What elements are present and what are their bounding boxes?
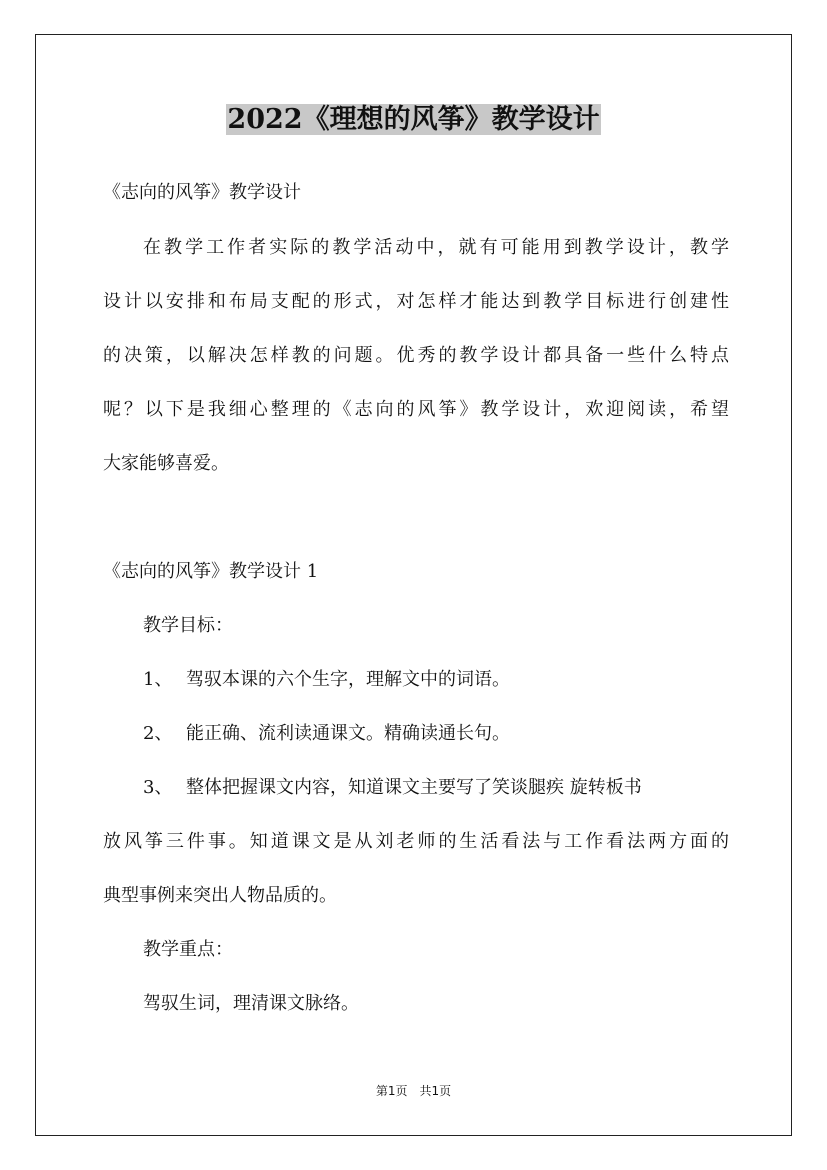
section-heading: 《志向的风筝》教学设计 1 xyxy=(103,561,319,582)
document-title-text: 2022《理想的风筝》教学设计 xyxy=(227,104,600,135)
goal-text: 能正确、流利读通课文。精确读通长句。 xyxy=(186,723,510,744)
goal-text: 整体把握课文内容，知道课文主要写了笑谈腿疾 旋转板书 xyxy=(186,777,642,798)
document-subtitle: 《志向的风筝》教学设计 xyxy=(103,182,301,203)
intro-line: 在教学工作者实际的教学活动中，就有可能用到教学设计，教学 xyxy=(143,237,729,258)
intro-line: 设计以安排和布局支配的形式，对怎样才能达到教学目标进行创建性 xyxy=(103,291,729,312)
goal-number: 2、 xyxy=(143,723,173,744)
goal-continuation: 放风筝三件事。知道课文是从刘老师的生活看法与工作看法两方面的 xyxy=(103,831,729,852)
focus-text: 驾驭生词，理清课文脉络。 xyxy=(143,993,359,1014)
intro-line: 呢？以下是我细心整理的《志向的风筝》教学设计，欢迎阅读，希望 xyxy=(103,399,729,420)
goal-number: 1、 xyxy=(143,669,173,690)
goal-item xyxy=(143,776,729,800)
intro-line: 的决策，以解决怎样教的问题。优秀的教学设计都具备一些什么特点 xyxy=(103,345,729,366)
page-footer: 第1页 共1页 xyxy=(375,1084,452,1098)
document-title xyxy=(0,100,827,140)
intro-line: 大家能够喜爱。 xyxy=(103,453,229,474)
focus-label: 教学重点： xyxy=(143,939,233,960)
goal-continuation: 典型事例来突出人物品质的。 xyxy=(103,885,337,906)
goals-label: 教学目标： xyxy=(143,615,233,636)
goal-number: 3、 xyxy=(143,777,173,798)
goal-item xyxy=(143,722,729,746)
goal-text: 驾驭本课的六个生字，理解文中的词语。 xyxy=(186,669,510,690)
goal-item xyxy=(143,668,729,692)
